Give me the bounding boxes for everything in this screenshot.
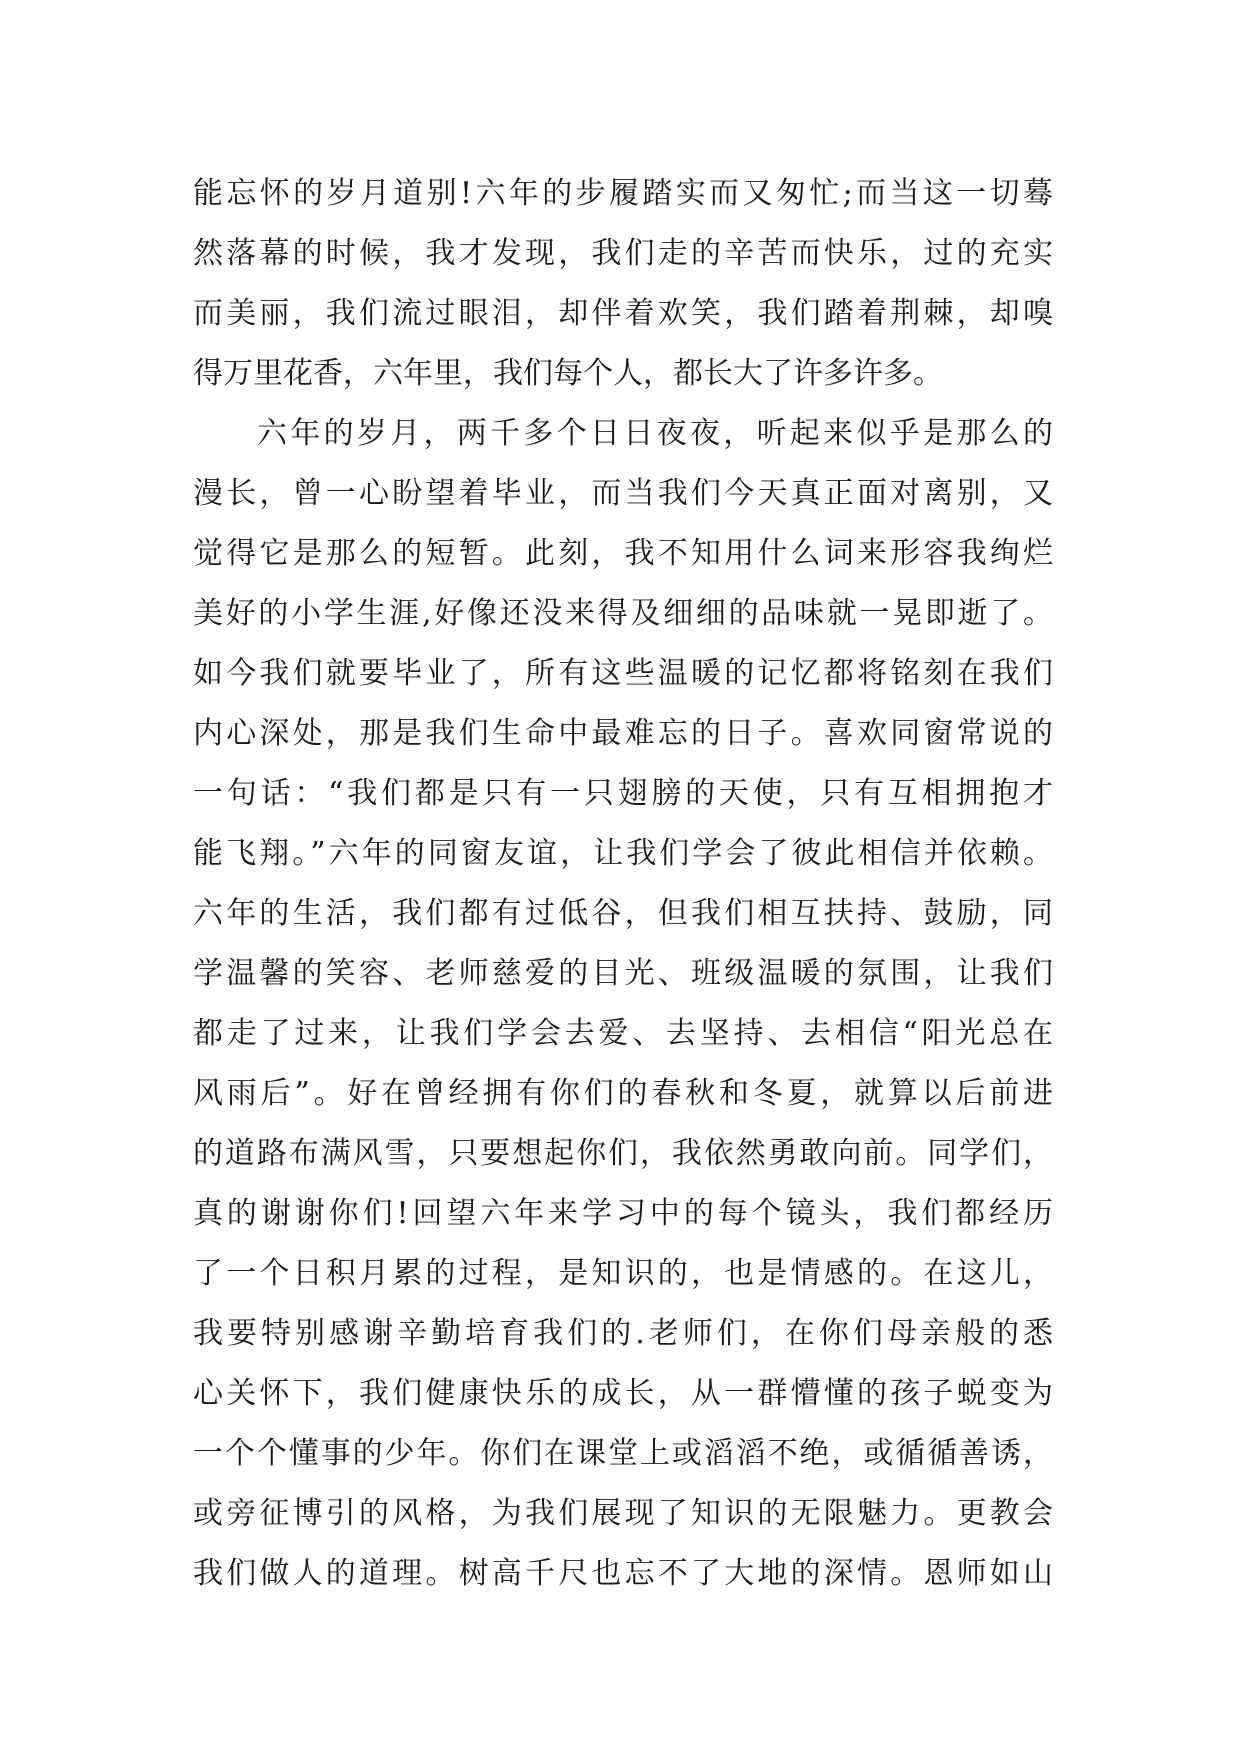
text-line: 的道路布满风雪，只要想起你们，我依然勇敢向前。同学们， xyxy=(193,1136,1053,1171)
text-line: 美好的小学生涯,好像还没来得及细细的品味就一晃即逝了。 xyxy=(193,596,1053,631)
text-line: 得万里花香，六年里，我们每个人，都长大了许多许多。 xyxy=(193,356,943,391)
text-line: 六年的生活，我们都有过低谷，但我们相互扶持、鼓励，同 xyxy=(193,896,1053,931)
paragraph-first-line: 六年的岁月，两千多个日日夜夜，听起来似乎是那么的 xyxy=(257,416,1053,451)
text-line: 漫长，曾一心盼望着毕业，而当我们今天真正面对离别，又 xyxy=(193,476,1053,511)
text-line: 我们做人的道理。树高千尺也忘不了大地的深情。恩师如山 xyxy=(193,1556,1053,1591)
text-line: 觉得它是那么的短暂。此刻，我不知用什么词来形容我绚烂 xyxy=(193,536,1053,571)
text-line: 或旁征博引的风格，为我们展现了知识的无限魅力。更教会 xyxy=(193,1496,1053,1531)
text-line: 学温馨的笑容、老师慈爱的目光、班级温暖的氛围，让我们 xyxy=(193,956,1053,991)
text-line: 而美丽，我们流过眼泪，却伴着欢笑，我们踏着荆棘，却嗅 xyxy=(193,296,1053,331)
text-line: 心关怀下，我们健康快乐的成长，从一群懵懂的孩子蜕变为 xyxy=(193,1376,1053,1411)
text-line: 内心深处，那是我们生命中最难忘的日子。喜欢同窗常说的 xyxy=(193,716,1053,751)
text-line: 真的谢谢你们!回望六年来学习中的每个镜头，我们都经历 xyxy=(193,1196,1053,1231)
text-line: 然落幕的时候，我才发现，我们走的辛苦而快乐，过的充实 xyxy=(193,236,1053,271)
text-line: 一个个懂事的少年。你们在课堂上或滔滔不绝，或循循善诱， xyxy=(193,1436,1053,1471)
text-line: 一句话：“我们都是只有一只翅膀的天使，只有互相拥抱才 xyxy=(193,776,1053,811)
text-line: 了一个日积月累的过程，是知识的，也是情感的。在这儿， xyxy=(193,1256,1053,1291)
text-line: 能忘怀的岁月道别!六年的步履踏实而又匆忙;而当这一切蓦 xyxy=(193,176,1053,211)
text-line: 风雨后”。好在曾经拥有你们的春秋和冬夏，就算以后前进 xyxy=(193,1076,1053,1111)
text-line: 都走了过来，让我们学会去爱、去坚持、去相信“阳光总在 xyxy=(193,1016,1053,1051)
text-line: 如今我们就要毕业了，所有这些温暖的记忆都将铭刻在我们 xyxy=(193,656,1053,691)
text-line: 我要特别感谢辛勤培育我们的.老师们，在你们母亲般的悉 xyxy=(193,1316,1053,1351)
body-text xyxy=(193,164,1053,1604)
text-line: 能飞翔。”六年的同窗友谊，让我们学会了彼此相信并依赖。 xyxy=(193,836,1053,871)
